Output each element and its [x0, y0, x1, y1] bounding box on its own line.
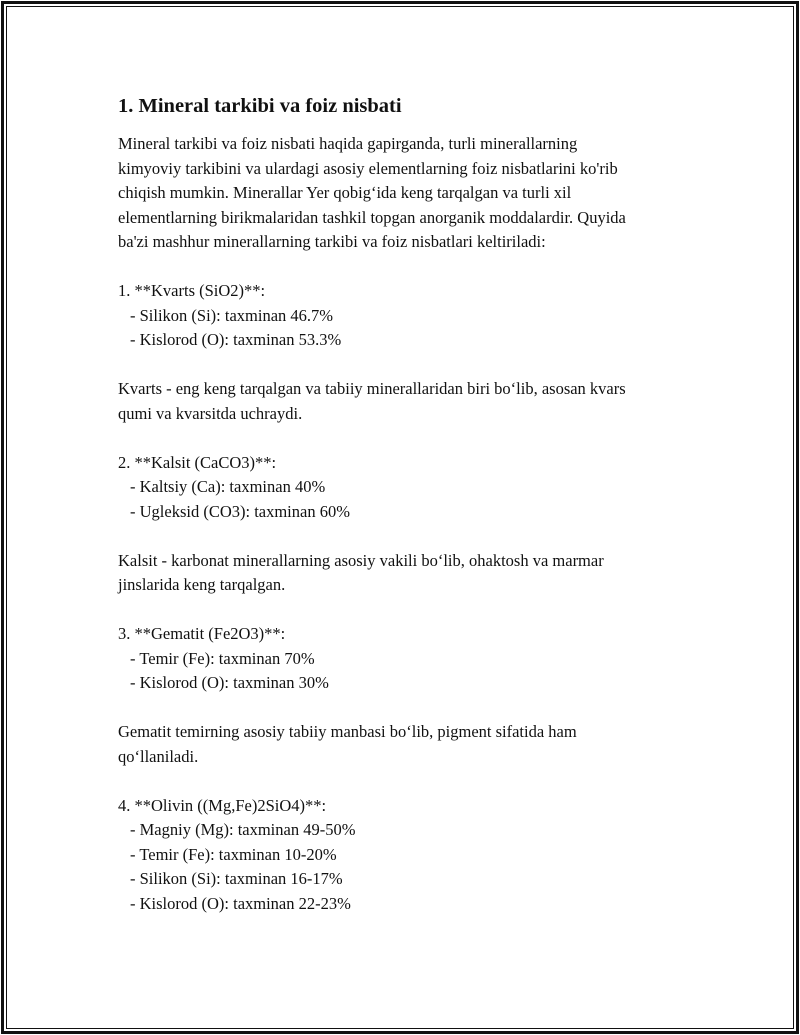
element-item: - Ugleksid (CO3): taxminan 60%	[130, 501, 350, 521]
element-item: - Silikon (Si): taxminan 46.7%	[130, 305, 334, 325]
intro-line: elementlarning birikmalaridan tashkil topgan anorganik moddalardir. Quyida	[118, 207, 626, 227]
mineral-description-line: Gematit temirning asosiy tabiiy manbasi bo‘lib, pigment sifatida ham	[118, 722, 577, 741]
section-heading: 1. Mineral tarkibi va foiz nisbati	[118, 95, 402, 117]
intro-line: Mineral tarkibi va foiz nisbati haqida gapirganda, turli minerallarning	[118, 134, 578, 153]
intro-line: ba'zi mashhur minerallarning tarkibi va foiz nisbatlari keltiriladi:	[118, 232, 546, 251]
element-item: - Temir (Fe): taxminan 70%	[130, 648, 315, 668]
mineral-description-line: Kalsit - karbonat minerallarning asosiy vakili bo‘lib, ohaktosh va marmar	[118, 550, 604, 570]
mineral-description-line: jinslarida keng tarqalgan.	[118, 575, 286, 594]
mineral-title: 1. **Kvarts (SiO2)**:	[118, 281, 266, 300]
intro-line: chiqish mumkin. Minerallar Yer qobig‘ida keng tarqalgan va turli xil	[118, 183, 572, 202]
intro-paragraph	[118, 132, 708, 255]
element-item: - Kislorod (O): taxminan 53.3%	[130, 330, 342, 349]
mineral-block-gematit	[118, 622, 708, 769]
mineral-block-kvarts	[118, 279, 708, 426]
mineral-block-olivin	[118, 794, 708, 917]
intro-line: kimyoviy tarkibini va ulardagi asosiy elementlarning foiz nisbatlarini ko'rib	[118, 158, 618, 178]
mineral-block-kalsit	[118, 451, 708, 598]
document-body	[118, 93, 708, 916]
element-item: - Temir (Fe): taxminan 10-20%	[130, 844, 337, 864]
mineral-title: 3. **Gematit (Fe2O3)**:	[118, 624, 286, 643]
element-item: - Kislorod (O): taxminan 22-23%	[130, 893, 351, 913]
element-item: - Silikon (Si): taxminan 16-17%	[130, 869, 343, 888]
element-item: - Magniy (Mg): taxminan 49-50%	[130, 820, 356, 839]
mineral-description-line: qumi va kvarsitda uchraydi.	[118, 403, 303, 423]
mineral-title: 4. **Olivin ((Mg,Fe)2SiO4)**:	[118, 795, 327, 815]
element-item: - Kislorod (O): taxminan 30%	[130, 673, 329, 692]
mineral-description-line: Kvarts - eng keng tarqalgan va tabiiy minerallaridan biri bo‘lib, asosan kvars	[118, 379, 626, 398]
mineral-description-line: qo‘llaniladi.	[118, 746, 199, 766]
element-item: - Kaltsiy (Ca): taxminan 40%	[130, 477, 326, 496]
mineral-title: 2. **Kalsit (CaCO3)**:	[118, 452, 277, 472]
